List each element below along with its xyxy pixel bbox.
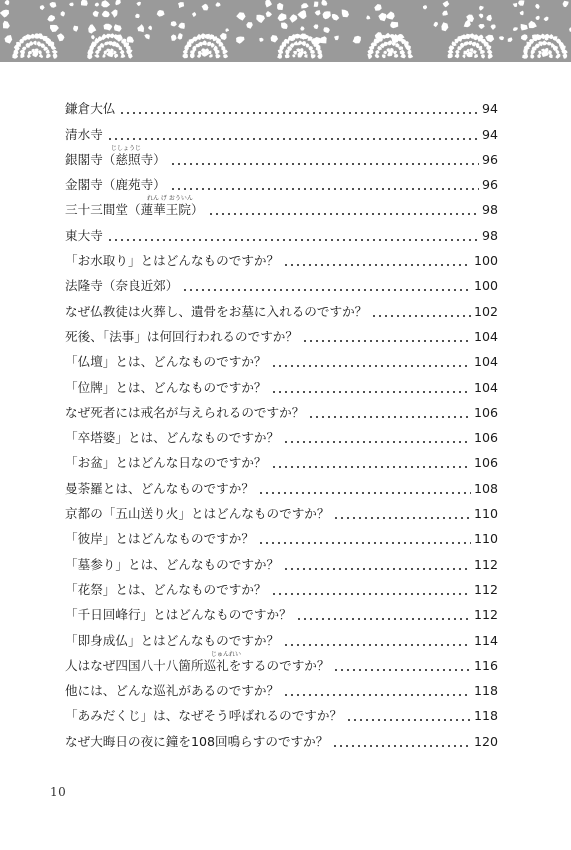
toc-entry [65,524,498,549]
pattern-fragment [549,54,553,58]
toc-entry-title: なぜ死者には戒名が与えられるのですか？ [65,404,305,420]
toc-dot-leader [271,593,471,595]
toc-dot-leader [308,416,471,418]
toc-entry-title: なぜ仏教徒は火葬し、遺骨をお墓に入れるのですか？ [65,303,368,319]
pattern-fragment [521,34,528,40]
pattern-fragment [528,21,537,28]
pattern-fragment [479,6,484,11]
pattern-fragment [320,36,327,43]
pattern-fragment [33,41,37,46]
pattern-fragment [115,0,121,5]
pattern-fragment [309,46,313,50]
pattern-fragment [144,34,150,39]
pattern-fragment [178,2,184,8]
pattern-fragment [183,54,188,59]
toc-entry-page: 114 [473,632,498,648]
toc-entry-title: 「位牌」とは、どんなものですか？ [65,379,267,395]
toc-entry [65,625,498,650]
pattern-fragment [538,51,542,55]
toc-entry-page: 102 [473,303,498,319]
toc-entry-title: 曼荼羅とは、どんなものですか？ [65,480,254,496]
pattern-fragment [395,43,399,48]
toc-entry-title: 「卒塔婆」とは、どんなものですか？ [65,430,280,446]
pattern-fragment [223,50,228,55]
pattern-fragment [304,54,307,57]
toc-entry-ruby: れん げ おういん [147,195,193,203]
pattern-fragment [100,43,104,48]
toc-entry-title: 「仏壇」とは、どんなものですか？ [65,354,267,370]
pattern-fragment [464,41,469,46]
toc-entry-page: 116 [473,657,498,673]
pattern-fragment [121,54,126,58]
pattern-fragment [368,49,374,54]
toc-entry-page: 118 [473,683,498,699]
toc-entry-title: 「花祭」とは、どんなものですか？ [65,581,267,597]
pattern-fragment [215,54,220,59]
toc-dot-leader [346,719,471,721]
toc-entry-title: 「墓参り」とは、どんなものですか？ [65,556,280,572]
pattern-fragment [392,42,396,47]
pattern-fragment [479,14,484,19]
pattern-fragment [462,54,465,58]
pattern-fragment [467,52,473,58]
toc-entry-title: 「お盆」とはどんな日なのですか？ [65,455,267,471]
toc-entry-page: 108 [473,480,498,496]
pattern-fragment [367,53,372,59]
toc-entry-title: 「彼岸」とはどんなものですか？ [65,531,254,547]
pattern-fragment [487,15,492,21]
pattern-fragment [236,12,245,20]
pattern-fragment [95,3,99,7]
pattern-fragment [301,3,309,8]
toc-dot-leader [107,138,479,140]
pattern-fragment [542,40,548,45]
pattern-fragment [256,15,265,23]
toc-dot-leader [271,365,471,367]
pattern-fragment [478,24,484,29]
toc-entry [65,575,498,600]
pattern-fragment [448,53,453,58]
pattern-fragment [259,38,263,42]
toc-entry-title: 京都の「五山送り火」とはどんなものですか？ [65,506,330,522]
pattern-fragment [499,36,504,40]
pattern-fragment [52,50,58,54]
pattern-fragment [321,0,327,6]
pattern-fragment [375,50,379,54]
toc-entry [65,549,498,574]
pattern-fragment [474,54,478,58]
pattern-fragment [390,22,398,29]
pattern-fragment [223,54,228,58]
toc-dot-leader [119,112,479,114]
toc-entry [65,423,498,448]
pattern-fragment [192,46,196,51]
pattern-fragment [470,48,474,52]
pattern-fragment [487,49,492,54]
pattern-fragment [209,54,213,58]
pattern-fragment [313,24,318,29]
toc-entry-page: 94 [481,101,498,117]
toc-entry-page: 100 [473,278,498,294]
toc-dot-leader [283,644,471,646]
pattern-fragment [114,24,122,32]
pattern-fragment [386,11,394,19]
pattern-fragment [434,22,439,27]
toc-entry [65,322,498,347]
pattern-fragment [488,53,493,59]
toc-entry-page: 112 [473,607,498,623]
toc-entry-page: 110 [473,531,498,547]
toc-entry-page: 118 [473,708,498,724]
pattern-fragment [530,54,534,59]
toc-dot-leader [332,745,471,747]
pattern-fragment [518,0,524,5]
pattern-fragment [423,5,427,9]
toc-dot-leader [333,669,470,671]
toc-entry-title: 清水寺 [65,126,103,142]
pattern-fragment [198,51,202,55]
toc-entry-title: 鎌倉大仏 [65,101,116,117]
pattern-fragment [521,24,528,31]
pattern-fragment [148,26,152,31]
pattern-fragment [536,16,540,20]
pattern-fragment [485,35,494,43]
pattern-fragment [442,11,448,16]
pattern-fragment [39,54,43,58]
toc-entry [65,220,498,245]
pattern-fragment [202,40,207,45]
pattern-fragment [29,41,34,46]
pattern-fragment [51,45,57,50]
toc-dot-leader [271,466,471,468]
pattern-fragment [281,23,288,30]
pattern-fragment [548,50,552,55]
pattern-fragment [334,36,339,41]
pattern-fragment [311,54,316,59]
pattern-fragment [104,24,113,31]
pattern-fragment [303,51,307,55]
pattern-fragment [93,11,99,17]
toc-entry-title: 「お水取り」とはどんなものですか？ [65,253,280,269]
pattern-fragment [102,54,105,58]
toc-dot-leader [283,694,471,696]
pattern-fragment [20,50,25,55]
toc-entry-page: 96 [481,177,498,193]
toc-dot-leader [333,517,470,519]
pattern-fragment [455,53,460,58]
toc-entry-page: 98 [481,227,498,243]
toc-entry-page: 104 [473,354,498,370]
toc-entry-title: 三十三間堂（蓮華王院） れん げ おういん [65,195,204,218]
toc-dot-leader [283,441,471,443]
toc-entry-page: 94 [481,126,498,142]
pattern-fragment [225,28,229,32]
pattern-fragment [47,15,55,22]
pattern-fragment [220,33,227,40]
pattern-fragment [387,40,392,45]
pattern-fragment [314,2,319,7]
toc-entry [65,701,498,726]
pattern-fragment [555,49,559,54]
toc-entry-page: 106 [473,404,498,420]
pattern-fragment [271,35,279,43]
toc-entry-page: 112 [473,581,498,597]
toc-entry-page: 112 [473,556,498,572]
lace-pattern-decoration [0,0,571,62]
pattern-fragment [28,51,32,54]
pattern-fragment [88,24,96,33]
toc-dot-leader [283,568,471,570]
toc-entry-page: 104 [473,379,498,395]
pattern-fragment [101,34,107,40]
pattern-fragment [449,45,455,50]
pattern-fragment [128,54,133,59]
pattern-fragment [177,33,182,40]
pattern-fragment [40,5,45,10]
pattern-fragment [50,25,59,32]
pattern-fragment [378,13,386,22]
pattern-fragment [520,11,524,16]
pattern-fragment [300,48,303,52]
pattern-fragment [91,35,95,39]
toc-entry-page: 104 [473,328,498,344]
pattern-fragment [111,9,118,17]
toc-dot-leader [371,315,471,317]
pattern-fragment [332,14,339,21]
pattern-fragment [301,41,306,46]
pattern-fragment [300,26,304,30]
pattern-fragment [236,37,244,44]
toc-entry-title: 「千日回峰行」とはどんなものですか？ [65,607,292,623]
pattern-fragment [455,50,460,54]
pattern-fragment [202,4,209,11]
pattern-fragment [61,11,65,16]
toc-entry-title: 東大寺 [65,227,103,243]
toc-dot-leader [283,264,471,266]
toc-dot-leader [302,340,471,342]
toc-entry-page: 120 [473,733,498,749]
pattern-fragment [216,2,221,6]
pattern-fragment [81,0,88,6]
pattern-fragment [473,50,477,54]
toc-entry-title: 銀閣寺（慈照寺） じしょうじ [65,144,166,167]
pattern-fragment [5,0,10,5]
toc-dot-leader [271,391,471,393]
toc-dot-leader [182,289,471,291]
pattern-fragment [135,14,140,19]
toc-entry-page: 100 [473,253,498,269]
toc-entry [65,145,498,170]
toc-entry [65,676,498,701]
pattern-fragment [265,0,272,8]
pattern-fragment [277,53,282,58]
toc-entry [65,448,498,473]
pattern-fragment [211,43,215,48]
pattern-fragment [443,1,450,8]
pattern-fragment [178,23,185,29]
toc-entry-ruby: じしょうじ [111,144,142,152]
pattern-fragment [277,3,283,10]
toc-entry [65,726,498,751]
pattern-fragment [293,51,297,55]
pattern-fragment [94,54,99,58]
pattern-fragment [22,47,26,51]
pattern-fragment [136,2,141,6]
pattern-fragment [69,3,74,7]
toc-entry-title: 死後、「法事」は何回行われるのですか？ [65,328,298,344]
pattern-fragment [385,33,391,38]
pattern-fragment [342,10,349,18]
toc-dot-leader [107,239,479,241]
toc-entry-title: 法隆寺（奈良近郊） [65,278,179,294]
pattern-fragment [353,36,361,44]
pattern-fragment [522,54,528,59]
pattern-fragment [544,17,549,22]
pattern-fragment [38,50,42,55]
pattern-fragment [157,10,165,17]
pattern-fragment [5,35,13,44]
pattern-fragment [310,50,315,54]
pattern-fragment [101,0,110,7]
pattern-fragment [298,52,304,58]
toc-entry [65,170,498,195]
pattern-fragment [542,51,549,57]
pattern-fragment [317,53,322,59]
toc-dot-leader [208,213,479,215]
toc-entry [65,119,498,144]
table-of-contents [65,94,498,752]
pattern-fragment [563,1,569,7]
toc-entry [65,600,498,625]
toc-dot-leader [258,542,471,544]
pattern-fragment [46,54,51,59]
pattern-fragment [555,53,560,58]
toc-entry [65,246,498,271]
pattern-fragment [408,54,413,59]
toc-dot-leader [258,492,471,494]
pattern-fragment [366,15,370,19]
pattern-fragment [171,21,177,26]
toc-entry [65,195,498,220]
page-number: 10 [50,785,67,799]
pattern-fragment [127,36,134,43]
pattern-fragment [57,33,64,41]
pattern-fragment [190,50,195,54]
pattern-fragment [375,54,380,59]
pattern-fragment [471,42,476,47]
toc-entry [65,473,498,498]
toc-entry-page: 106 [473,430,498,446]
toc-entry-title: 金閣寺（鹿苑寺） [65,177,166,193]
pattern-fragment [476,43,480,48]
pattern-fragment [3,21,10,29]
pattern-fragment [297,10,306,19]
pattern-fragment [491,24,496,30]
pattern-fragment [102,11,110,18]
pattern-fragment [192,12,196,17]
pattern-fragment [374,4,381,11]
pattern-fragment [278,13,287,21]
pattern-fragment [246,22,253,29]
toc-entry-title: なぜ大晦日の夜に鐘を108回鳴らすのですか？ [65,733,329,749]
toc-entry-page: 110 [473,506,498,522]
toc-entry-page: 98 [481,202,498,218]
toc-entry [65,372,498,397]
pattern-fragment [27,54,31,59]
pattern-fragment [513,27,518,31]
pattern-fragment [73,26,78,32]
toc-dot-leader [170,188,479,190]
toc-entry-page: 96 [481,151,498,167]
pattern-fragment [171,34,177,40]
pattern-fragment [315,10,321,16]
pattern-fragment [289,14,297,23]
pattern-fragment [508,37,513,42]
pattern-fragment [53,53,58,58]
pattern-fragment [37,41,41,46]
pattern-fragment [0,10,9,18]
toc-entry-ruby: じゅんれい [211,650,242,658]
toc-entry-title: 人はなぜ四国八十八箇所巡礼をするのですか？ じゅんれい [65,650,330,673]
toc-entry [65,499,498,524]
toc-entry [65,347,498,372]
toc-entry [65,651,498,676]
pattern-fragment [292,54,295,57]
toc-dot-leader [296,618,471,620]
pattern-fragment [50,2,57,8]
toc-entry [65,296,498,321]
toc-entry [65,398,498,423]
pattern-fragment [137,24,144,32]
header-pattern-band [0,0,571,62]
pattern-fragment [470,33,475,39]
pattern-fragment [323,27,330,33]
toc-dot-leader [170,163,479,165]
pattern-fragment [535,4,540,10]
pattern-fragment [481,54,485,58]
toc-entry-page: 106 [473,455,498,471]
pattern-fragment [441,22,448,31]
toc-entry-title: 他には、どんな巡礼があるのですか？ [65,683,280,699]
pattern-fragment [513,3,517,7]
toc-entry-title: 「あみだくじ」は、なぜそう呼ばれるのですか？ [65,708,343,724]
toc-entry-title: 「即身成仏」とはどんなものですか？ [65,632,280,648]
pattern-fragment [382,54,386,58]
pattern-fragment [537,54,541,58]
pattern-fragment [383,51,387,55]
pattern-fragment [266,11,272,17]
toc-entry [65,271,498,296]
toc-entry [65,94,498,119]
pattern-fragment [323,11,331,19]
pattern-fragment [114,54,118,59]
